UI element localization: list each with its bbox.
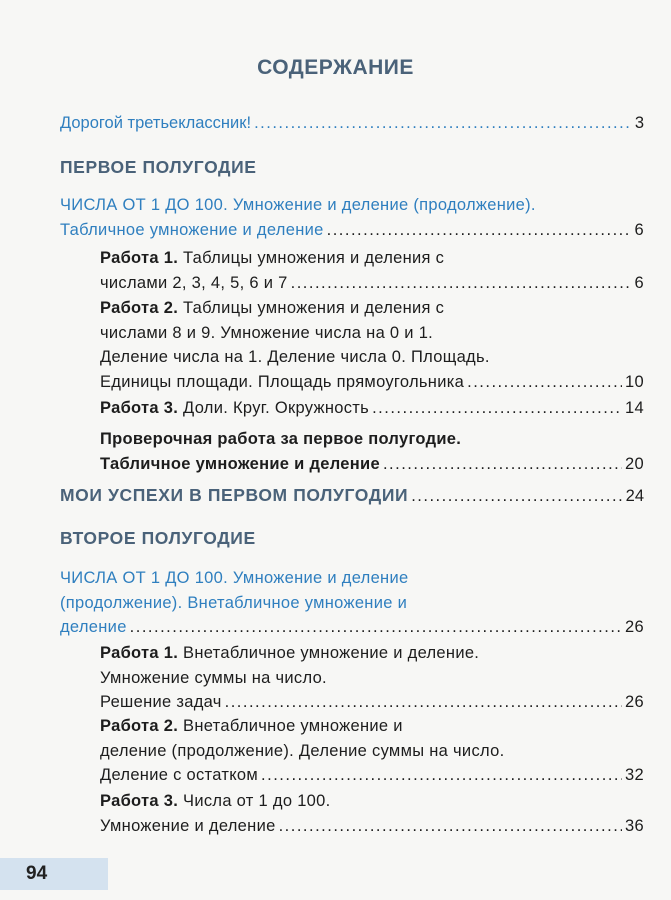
toc-page-number: 24: [625, 487, 644, 505]
work-line-2: числами 8 и 9. Умножение числа на 0 и 1.: [100, 323, 434, 342]
section-heading-first-half: ПЕРВОЕ ПОЛУГОДИЕ: [60, 157, 257, 177]
topic-line-3: деление: [60, 618, 127, 636]
work-line-3: Решение задач: [100, 693, 222, 711]
toc-entry-text: Дорогой третьеклассник!: [60, 114, 252, 132]
work-line-1: Доли. Круг. Окружность: [183, 399, 370, 417]
leader-dots: [291, 271, 632, 296]
toc-page-number: 6: [634, 273, 644, 292]
toc-page-number: 10: [625, 372, 644, 391]
work-line-1: Таблицы умножения и деления с: [183, 249, 445, 267]
work-line-1: Числа от 1 до 100.: [183, 792, 331, 810]
work-label: Работа 3.: [100, 399, 179, 417]
topic-line-2: (продолжение). Внетабличное умножение и: [60, 593, 408, 612]
toc-work-2-second[interactable]: [100, 714, 644, 788]
toc-page-number: 36: [625, 816, 644, 835]
toc-work-2-first[interactable]: [100, 296, 644, 394]
leader-dots: [254, 111, 632, 136]
work-line-3: Деление с остатком: [100, 766, 259, 784]
toc-page-number: 3: [634, 114, 644, 132]
work-line-4: Единицы площади. Площадь прямоугольника: [100, 372, 465, 391]
work-line-3: Деление числа на 1. Деление числа 0. Площадь.: [100, 348, 490, 366]
work-label: Работа 2.: [100, 299, 179, 317]
toc-work-3-first[interactable]: [100, 396, 644, 421]
test-line-2: Табличное умножение и деление: [100, 454, 380, 473]
leader-dots: [383, 452, 622, 477]
toc-page-number: 32: [625, 766, 644, 784]
leader-dots: [467, 370, 622, 395]
leader-dots: [130, 615, 622, 640]
work-line-2: Умножение и деление: [100, 816, 276, 835]
leader-dots: [261, 763, 622, 788]
test-line-1: Проверочная работа за первое полугодие.: [100, 430, 462, 448]
work-line-2: деление (продолжение). Деление суммы на число.: [100, 741, 505, 760]
work-line-2: Умножение суммы на число.: [100, 668, 327, 687]
work-line-1: Внетабличное умножение и: [183, 717, 403, 735]
work-label: Работа 2.: [100, 717, 179, 735]
work-line-2: числами 2, 3, 4, 5, 6 и 7: [100, 273, 288, 292]
page-number-tab: [0, 858, 108, 890]
topic-line-2: Табличное умножение и деление: [60, 220, 324, 239]
page-title: СОДЕРЖАНИЕ: [257, 56, 414, 79]
toc-work-3-second[interactable]: [100, 789, 644, 838]
leader-dots: [372, 396, 622, 421]
toc-work-1-first[interactable]: [100, 246, 644, 295]
leader-dots: [279, 814, 622, 839]
work-line-1: Внетабличное умножение и деление.: [183, 644, 480, 662]
toc-page-number: 6: [634, 220, 644, 239]
toc-successes-first-half[interactable]: [60, 483, 644, 509]
toc-work-1-second[interactable]: [100, 641, 644, 715]
toc-page-number: 26: [625, 618, 644, 636]
toc-page-number: 14: [625, 399, 644, 417]
work-label: Работа 3.: [100, 792, 179, 810]
toc-topic-first-half[interactable]: [60, 193, 644, 242]
topic-line-1: ЧИСЛА ОТ 1 ДО 100. Умножение и деление: [60, 569, 409, 587]
leader-dots: [411, 484, 622, 509]
section-heading-second-half: ВТОРОЕ ПОЛУГОДИЕ: [60, 528, 256, 548]
toc-page-number: 26: [625, 693, 644, 711]
work-label: Работа 1.: [100, 249, 179, 267]
leader-dots: [327, 218, 632, 243]
toc-test-first-half[interactable]: [100, 427, 644, 476]
toc-entry-text: МОИ УСПЕХИ В ПЕРВОМ ПОЛУГОДИИ: [60, 485, 409, 505]
work-line-1: Таблицы умножения и деления с: [183, 299, 445, 317]
work-label: Работа 1.: [100, 644, 179, 662]
toc-entry-intro[interactable]: [60, 111, 644, 136]
topic-line-1: ЧИСЛА ОТ 1 ДО 100. Умножение и деление (продолжение).: [60, 196, 536, 214]
toc-page-number: 20: [625, 454, 644, 473]
toc-topic-second-half[interactable]: [60, 566, 644, 640]
page-number: 94: [26, 863, 48, 884]
leader-dots: [225, 690, 622, 715]
